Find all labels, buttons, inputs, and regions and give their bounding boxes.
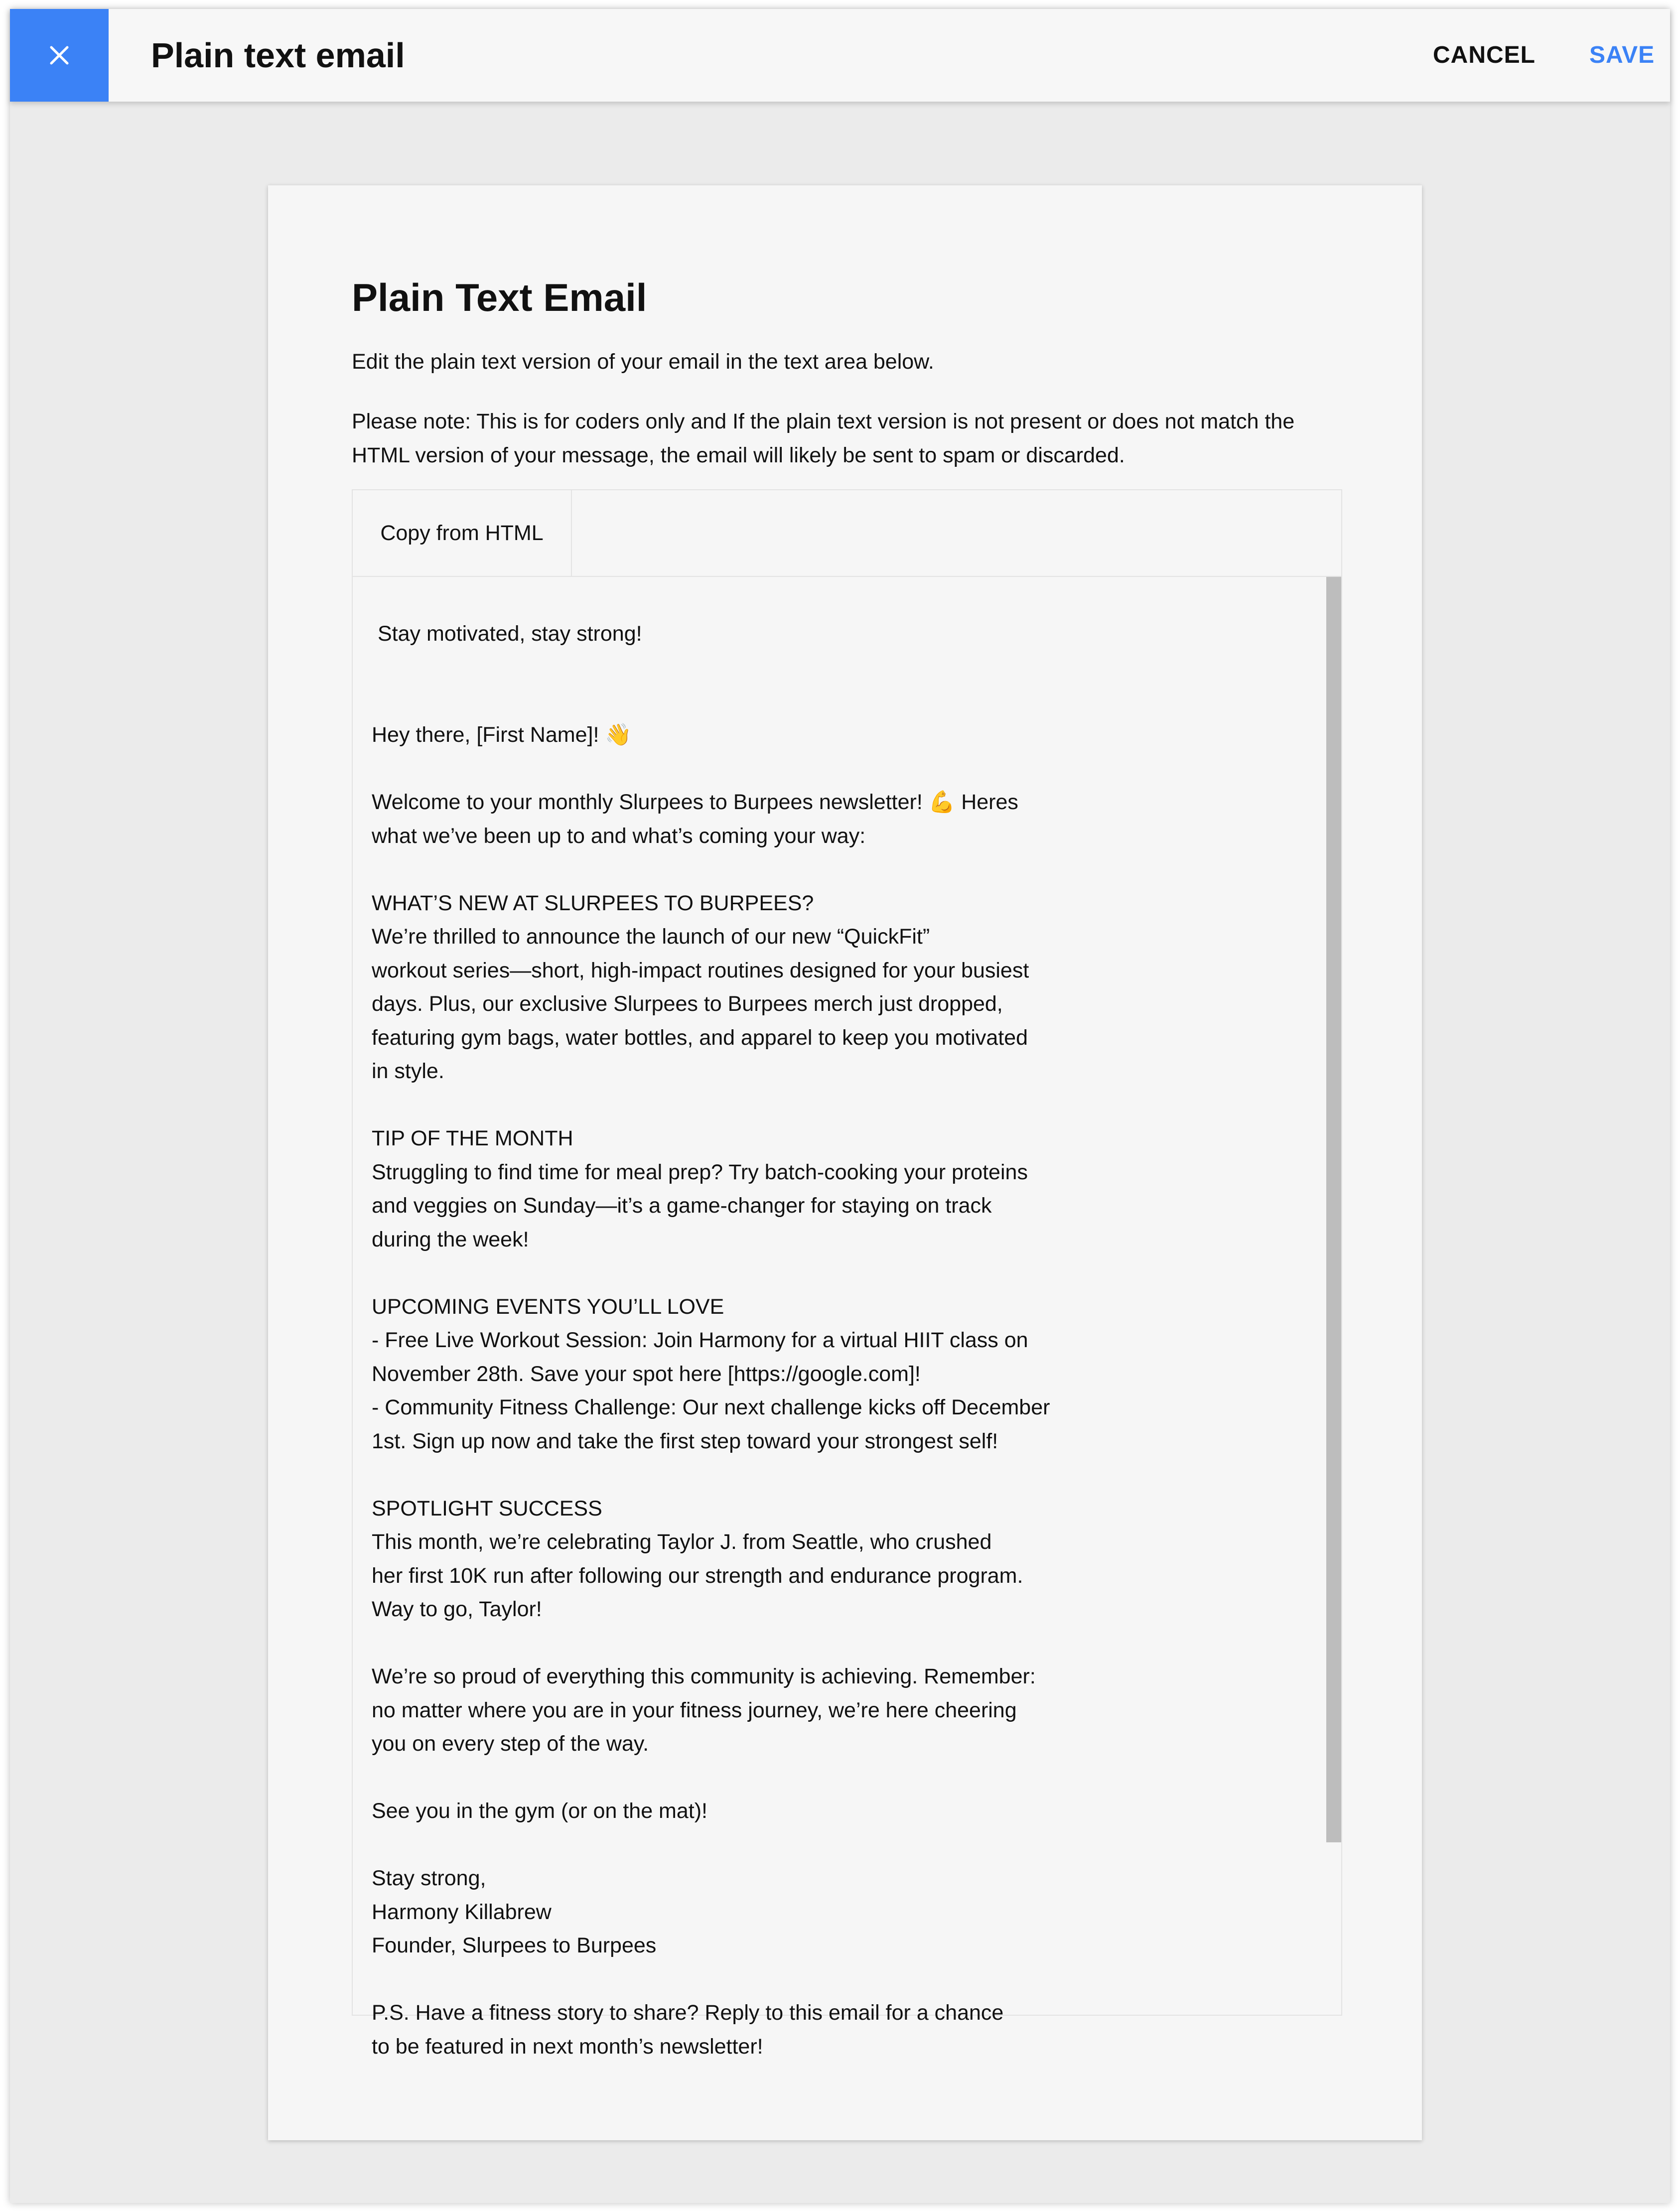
modal-window: [10, 9, 1670, 2203]
page-title: Plain text email: [151, 36, 405, 75]
close-icon: [47, 43, 71, 67]
email-body-text: Hey there, [First Name]! 👋 Welcome to your monthly Slurpees to Burpees newsletter! 💪 Heres what we’ve been up to and what’s coming your way: WHAT’S NEW AT SLURPEES TO BURPEES? We’re thrilled to announce the launch of our new “QuickFit” workout series—short, high-impact routines designed for your busiest days. Plus, our exclusive Slurpees to Burpees merch just dropped, featuring gym bags, water bottles, and apparel to keep you motivated in style. TIP OF THE MONTH Struggling to find time for meal prep? Try batch-cooking your proteins and veggies on Sunday—it’s a game-changer for staying on track during the week! UPCOMING EVENTS YOU’LL LOVE - Free Live Workout Session: Join Harmony for a virtual HIIT class on November 28th. Save your spot here [https://google.com]! - Community Fitness Challenge: Our next challenge kicks off December 1st. Sign up now and take the first step toward your strongest self! SPOTLIGHT SUCCESS This month, we’re celebrating Taylor J. from Seattle, who crushed her first 10K run after following our strength and endurance program. Way to go, Taylor! We’re so proud of everything this community is achieving. Remember: no matter where you are in your fitness journey, we’re here cheering you on every step of the way. See you in the gym (or on the mat)! Stay strong, Harmony Killabrew Founder, Slurpees to Burpees P.S. Have a fitness story to share? Reply to this email for a chance to be featured in next month’s newsletter!: [372, 723, 1050, 2059]
panel-title: Plain Text Email: [352, 276, 647, 319]
save-button[interactable]: SAVE: [1589, 42, 1655, 68]
copy-from-html-button[interactable]: Copy from HTML: [353, 490, 572, 576]
panel-note: Please note: This is for coders only and If the plain text version is not present or does not match the HTML version of your message, the email will likely be sent to spam or discarded.: [352, 410, 1295, 467]
plain-text-editor: [352, 489, 1342, 2059]
preheader-text: Stay motivated, stay strong!: [378, 622, 642, 646]
close-button[interactable]: [10, 9, 109, 102]
scrollbar-track[interactable]: [1326, 577, 1341, 2015]
plain-text-panel: [268, 185, 1422, 2140]
top-bar: [10, 9, 1670, 102]
scrollbar-thumb[interactable]: [1326, 577, 1341, 1842]
editor-toolbar: [353, 490, 1341, 577]
plain-text-textarea[interactable]: [353, 577, 1323, 2059]
cancel-button[interactable]: CANCEL: [1433, 42, 1536, 68]
panel-description: Edit the plain text version of your email in the text area below.: [352, 350, 934, 374]
